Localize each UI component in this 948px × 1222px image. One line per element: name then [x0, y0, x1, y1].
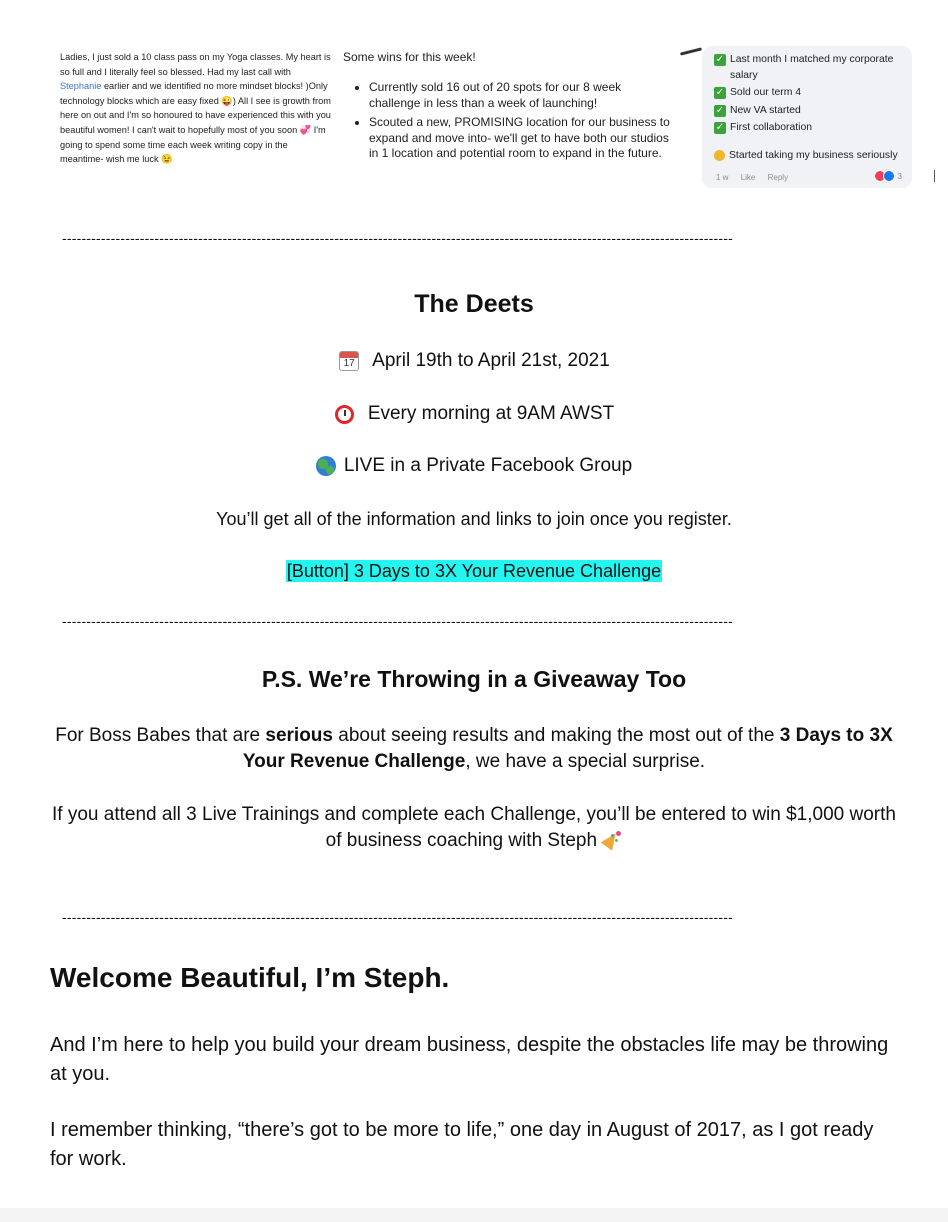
list-item: • Scouted a new, PROMISING location for our business to expand and move into- we'll get to have both our studios in 1 location and potential room to expand in the future.: [369, 115, 673, 162]
register-button-wrapper: [0, 561, 948, 582]
deets-where: LIVE in a Private Facebook Group: [343, 455, 633, 476]
welcome-paragraph-1: And I’m here to help you build your dream business, despite the obstacles life may be throwing at you.: [50, 1034, 889, 1085]
testimonial-left: Ladies, I just sold a 10 class pass on my Yoga classes. My heart is so full and I literally feel so blessed. Had my last call with Stephanie earlier and we identified no more mindset blocks! )Only technology blocks which are easy fixed 😜) All I see is growth from here on out and I'm so honoured to have experienced this with you beautiful women! I can't wait to hopefully most of you soon 💞 I'm going to spend some time each week writing copy in the meantime- wish me luck 😉: [60, 52, 331, 165]
list-item: Started taking my business seriously: [714, 148, 904, 164]
testimonial-screenshots: [0, 42, 948, 192]
deets-date-line: [0, 350, 948, 372]
deets-time: Every morning at 9AM AWST: [367, 403, 615, 424]
list-item: ✓ Last month I matched my corporate salary: [715, 54, 894, 81]
calendar-icon: 17: [338, 350, 360, 372]
list-item: ✓ Sold our term 4: [715, 87, 802, 98]
reaction-summary[interactable]: [877, 170, 902, 182]
party-popper-icon: [602, 829, 622, 849]
deets-time-line: [0, 403, 948, 425]
check-icon: ✓: [715, 87, 725, 98]
giveaway-title: P.S. We’re Throwing in a Giveaway Too: [261, 666, 687, 692]
deets-where-line: [0, 455, 948, 477]
divider: ------------------------------------------------------------------------------------------------------------------------------------------: [62, 909, 733, 925]
welcome-paragraph-2: I remember thinking, “there’s got to be more to life,” one day in August of 2017, as I got ready for work.: [50, 1119, 874, 1170]
divider: ------------------------------------------------------------------------------------------------------------------------------------------: [62, 230, 733, 246]
reply-link[interactable]: Reply: [767, 173, 789, 182]
testimonial-right: [702, 46, 912, 188]
smiling-face-icon: [714, 150, 725, 161]
deets-date: April 19th to April 21st, 2021: [372, 350, 610, 371]
check-icon: ✓: [715, 104, 725, 116]
testimonial-middle: [343, 48, 673, 166]
like-reaction-icon: [883, 170, 895, 182]
welcome-title: Welcome Beautiful, I’m Steph.: [50, 962, 450, 993]
page-bottom-edge: [0, 1208, 948, 1222]
list-item: ✓ New VA started: [715, 104, 801, 116]
reaction-count: 3: [897, 171, 902, 181]
register-button[interactable]: [Button] 3 Days to 3X Your Revenue Challenge: [286, 561, 662, 581]
list-item: ✓ First collaboration: [715, 122, 813, 133]
comment-actions: [716, 173, 798, 182]
globe-icon: [316, 456, 336, 476]
deets-title: The Deets: [414, 290, 534, 318]
mention-link[interactable]: Stephanie: [60, 81, 102, 92]
list-item: • Currently sold 16 out of 20 spots for our 8 week challenge in less than a week of launching!: [369, 80, 673, 111]
divider: ------------------------------------------------------------------------------------------------------------------------------------------: [62, 613, 733, 629]
text-cursor: [934, 170, 935, 182]
check-icon: ✓: [715, 122, 725, 133]
comment-time: 1 w: [716, 173, 729, 182]
check-icon: ✓: [715, 54, 725, 65]
giveaway-paragraph-2: If you attend all 3 Live Trainings and complete each Challenge, you’ll be entered to win $1,000 worth of business coaching with Steph: [52, 804, 896, 851]
deets-note: You’ll get all of the information and links to join once you register.: [216, 509, 732, 529]
alarm-clock-icon: [334, 403, 356, 425]
testimonial-middle-list: [343, 80, 673, 162]
testimonial-middle-heading: Some wins for this week!: [343, 50, 476, 64]
giveaway-paragraph-1: For Boss Babes that are serious about seeing results and making the most out of the 3 Days to 3X Your Revenue Challenge, we have a special surprise.: [55, 725, 893, 772]
like-link[interactable]: Like: [740, 173, 756, 182]
